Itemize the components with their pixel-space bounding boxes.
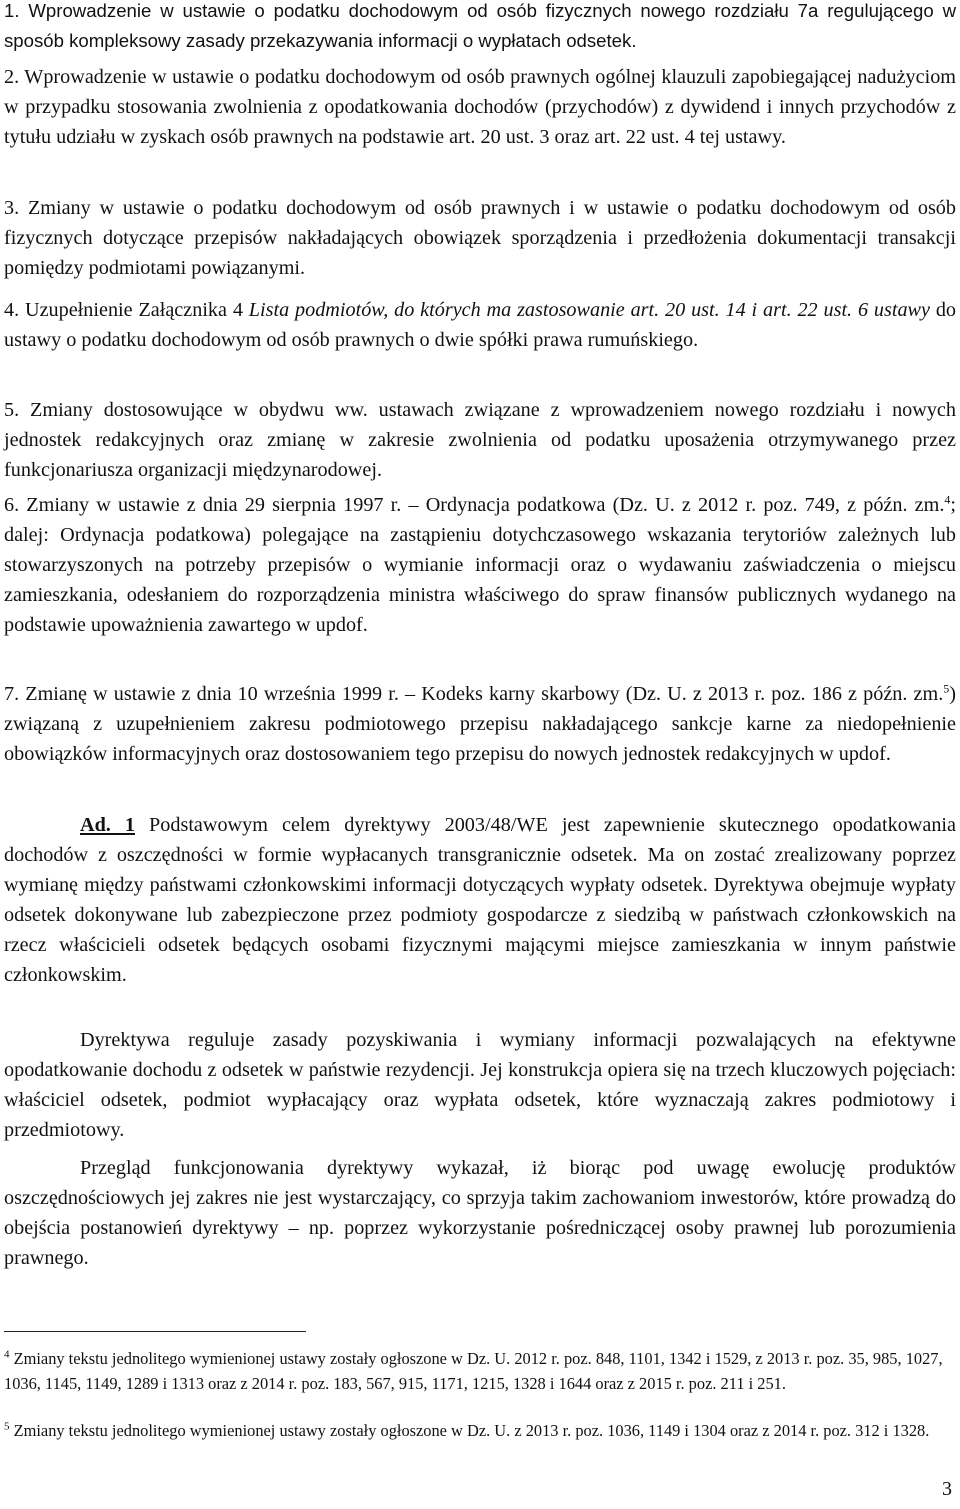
list-item-3-text: 3. Zmiany w ustawie o podatku dochodowym od osób prawnych i w ustawie o podatku dochodowym od osób fizycznych dotyczące przepisów nakładających obowiązek sporządzenia i przedłożenia dokumentacji transakcji pomiędzy podmiotami powiązanymi.: [4, 197, 956, 279]
list-item-7: [4, 679, 956, 769]
list-item-7-rest: ) związaną z uzupełnieniem zakresu podmiotowego przepisu nakładającego sankcje karne za niedopełnienie obowiązków informacyjnych oraz dostosowaniem tego przepisu do nowych jednostek redakcyjnych w updof.: [4, 683, 956, 765]
footnote-4-text: Zmiany tekstu jednolitego wymienionej ustawy zostały ogłoszone w Dz. U. 2012 r. poz. 848, 1101, 1342 i 1529, z 2013 r. poz. 35, 985, 1027, 1036, 1145, 1149, 1289 i 1313 oraz z 2014 r. poz. 183, 567, 915, 1171, 1215, 1328 i 1644 oraz z 2015 r. poz. 211 i 251.: [4, 1349, 943, 1393]
ad1-text: Podstawowym celem dyrektywy 2003/48/WE jest zapewnienie skutecznego opodatkowania dochodów z oszczędności w formie wypłacanych transgranicznie odsetek. Ma on zostać zrealizowany poprzez wymianę między państwami członkowskimi informacji dotyczących wypłaty odsetek. Dyrektywa obejmuje wypłaty odsetek dokonywane lub zabezpieczone przez podmioty gospodarcze z siedzibą w państwach członkowskich na rzecz właścicieli odsetek będących osobami fizycznymi mającymi miejsce zamieszkania w innym państwie członkowskim.: [4, 814, 956, 986]
list-item-6-lead: 6. Zmiany w ustawie z dnia 29 sierpnia 1997 r. – Ordynacja podatkowa (Dz. U. z 2012 r. poz. 749, z późn. zm.: [4, 494, 945, 516]
footnote-5-number: 5: [4, 1420, 10, 1433]
list-item-4-lead: 4. Uzupełnienie Załącznika 4: [4, 299, 249, 321]
list-item-6-rest: ; dalej: Ordynacja podatkowa) polegające na zastąpieniu dotychczasowego wskazania terytoriów zależnych lub stowarzyszonych na potrzeby przepisów o wymianie informacji oraz o wydawaniu zaświadczenia o miejscu zamieszkania, odesłaniem do rozporządzenia ministra właściwego do spraw finansów publicznych wydanego na podstawie upoważnienia zawartego w updof.: [4, 494, 956, 636]
paragraph-directive-rules: [4, 1025, 956, 1145]
paragraph-directive-review-text: Przegląd funkcjonowania dyrektywy wykazał, iż biorąc pod uwagę ewolucję produktów oszczędnościowych jej zakres nie jest wystarczający, co sprzyja takim zachowaniom inwestorów, które prowadzą do obejścia postanowień dyrektywy – np. poprzez wykorzystanie pośredniczącej osoby prawnej lub porozumienia prawnego.: [4, 1157, 956, 1269]
list-item-5: [4, 395, 956, 485]
footnote-4-number: 4: [4, 1348, 10, 1361]
footnote-ref-5[interactable]: 5: [943, 681, 950, 696]
list-item-4-rest: do ustawy o podatku dochodowym od osób prawnych o dwie spółki prawa rumuńskiego.: [4, 299, 957, 351]
footnote-4: [4, 1347, 956, 1396]
list-item-7-lead: 7. Zmianę w ustawie z dnia 10 września 1999 r. – Kodeks karny skarbowy (Dz. U. z 2013 r. poz. 186 z późn. zm.: [4, 683, 944, 705]
list-item-1-text: 1. Wprowadzenie w ustawie o podatku dochodowym od osób fizycznych nowego rozdziału 7a regulującego w sposób kompleksowy zasady przekazywania informacji o wypłatach odsetek.: [4, 0, 956, 51]
ad1-label: Ad. 1: [80, 814, 135, 836]
list-item-5-text: 5. Zmiany dostosowujące w obydwu ww. ustawach związane z wprowadzeniem nowego rozdziału i nowych jednostek redakcyjnych oraz zmianę w zakresie zwolnienia od podatku uposażenia otrzymywanego przez funkcjonariusza organizacji międzynarodowej.: [4, 399, 956, 481]
footnote-5: [4, 1419, 956, 1444]
footnote-ref-4[interactable]: 4: [944, 492, 951, 507]
footnote-5-text: Zmiany tekstu jednolitego wymienionej ustawy zostały ogłoszone w Dz. U. z 2013 r. poz. 1036, 1149 i 1304 oraz z 2014 r. poz. 312 i 1328.: [9, 1421, 930, 1440]
ad1-paragraph: [4, 810, 956, 990]
paragraph-directive-review: [4, 1153, 956, 1273]
paragraph-directive-rules-text: Dyrektywa reguluje zasady pozyskiwania i wymiany informacji pozwalających na efektywne opodatkowanie dochodu z odsetek w państwie rezydencji. Jej konstrukcja opiera się na trzech kluczowych pojęciach: właściciel odsetek, podmiot wypłacający oraz wypłata odsetek, które wyznaczają zakres podmiotowy i przedmiotowy.: [4, 1029, 956, 1141]
list-item-3: [4, 193, 956, 283]
list-item-4: [4, 295, 956, 355]
list-item-4-italic-title: Lista podmiotów, do których ma zastosowanie art. 20 ust. 14 i art. 22 ust. 6 ustawy: [248, 299, 930, 321]
list-item-2-text: 2. Wprowadzenie w ustawie o podatku dochodowym od osób prawnych ogólnej klauzuli zapobiegającej nadużyciom w przypadku stosowania zwolnienia z opodatkowania dochodów (przychodów) z dywidend i innych przychodów z tytułu udziału w zyskach osób prawnych na podstawie art. 20 ust. 3 oraz art. 22 ust. 4 tej ustawy.: [4, 66, 956, 148]
footnote-separator: [4, 1331, 306, 1332]
page-number: 3: [942, 1478, 952, 1500]
list-item-1: [4, 0, 956, 56]
list-item-6: [4, 490, 956, 640]
list-item-2: [4, 62, 956, 152]
